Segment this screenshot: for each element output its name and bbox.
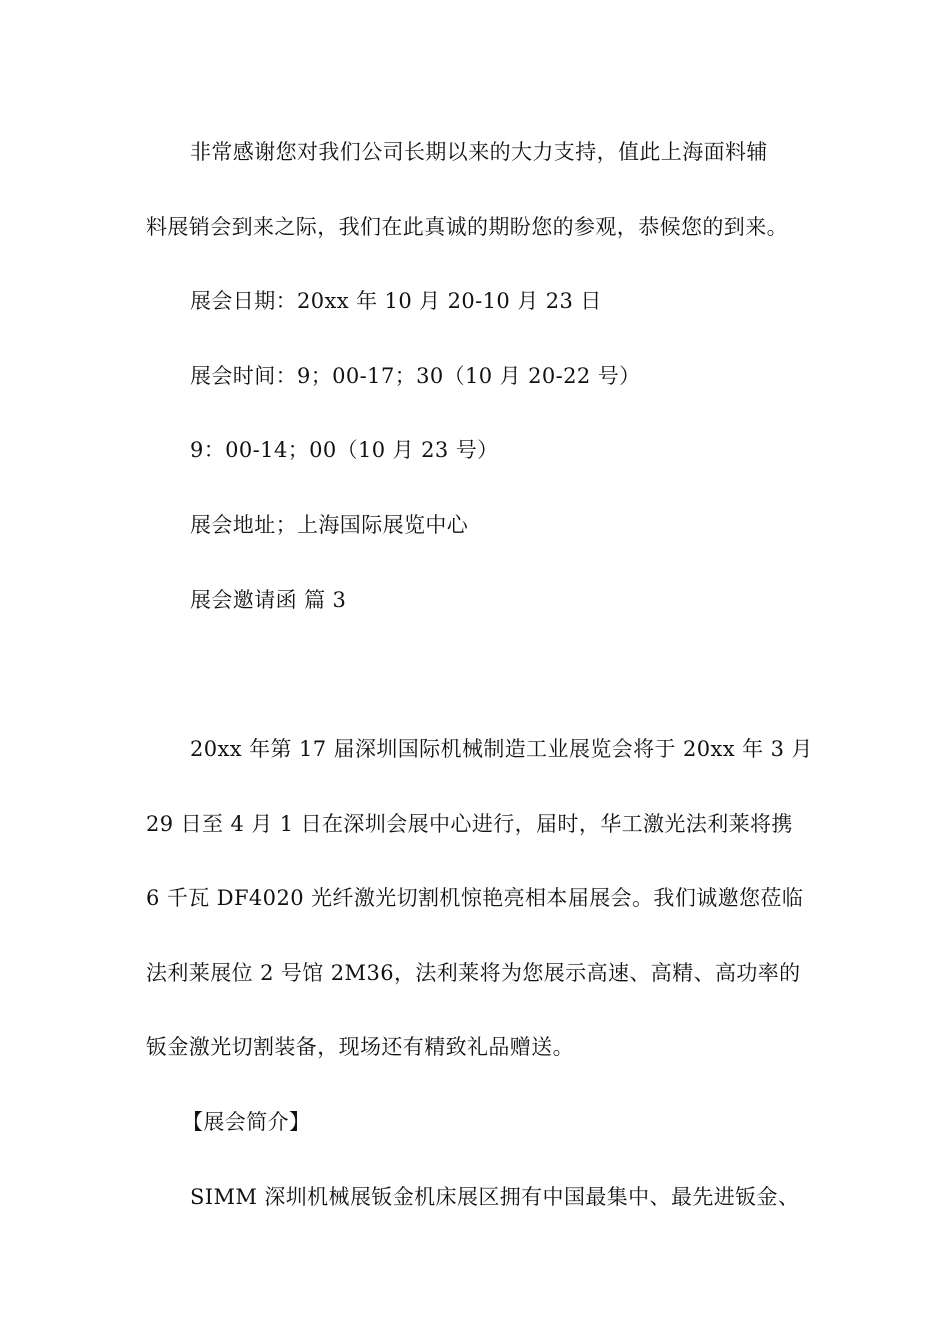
paragraph-2-line-1: 20xx 年第 17 届深圳国际机械制造工业展览会将于 20xx 年 3 月: [190, 737, 813, 761]
paragraph-2-line-5: 钣金激光切割装备，现场还有精致礼品赠送。: [146, 1035, 574, 1059]
paragraph-3-line-1: SIMM 深圳机械展钣金机床展区拥有中国最集中、最先进钣金、: [190, 1185, 800, 1209]
paragraph-1-line-2: 料展销会到来之际，我们在此真诚的期盼您的参观，恭候您的到来。: [146, 215, 788, 239]
paragraph-1-line-1: 非常感谢您对我们公司长期以来的大力支持，值此上海面料辅: [190, 140, 768, 164]
exhibition-date: 展会日期：20xx 年 10 月 20-10 月 23 日: [190, 289, 602, 313]
section-heading: 展会邀请函 篇 3: [190, 588, 347, 612]
paragraph-2-line-3: 6 千瓦 DF4020 光纤激光切割机惊艳亮相本届展会。我们诚邀您莅临: [146, 886, 804, 910]
exhibition-time-1: 展会时间：9；00-17；30（10 月 20-22 号）: [190, 364, 641, 388]
intro-heading: 【展会简介】: [182, 1110, 311, 1134]
paragraph-2-line-2: 29 日至 4 月 1 日在深圳会展中心进行，届时，华工激光法利莱将携: [146, 812, 793, 836]
paragraph-2-line-4: 法利莱展位 2 号馆 2M36，法利莱将为您展示高速、高精、高功率的: [146, 961, 801, 985]
exhibition-address: 展会地址；上海国际展览中心: [190, 513, 469, 537]
exhibition-time-2: 9：00-14；00（10 月 23 号）: [190, 438, 499, 462]
